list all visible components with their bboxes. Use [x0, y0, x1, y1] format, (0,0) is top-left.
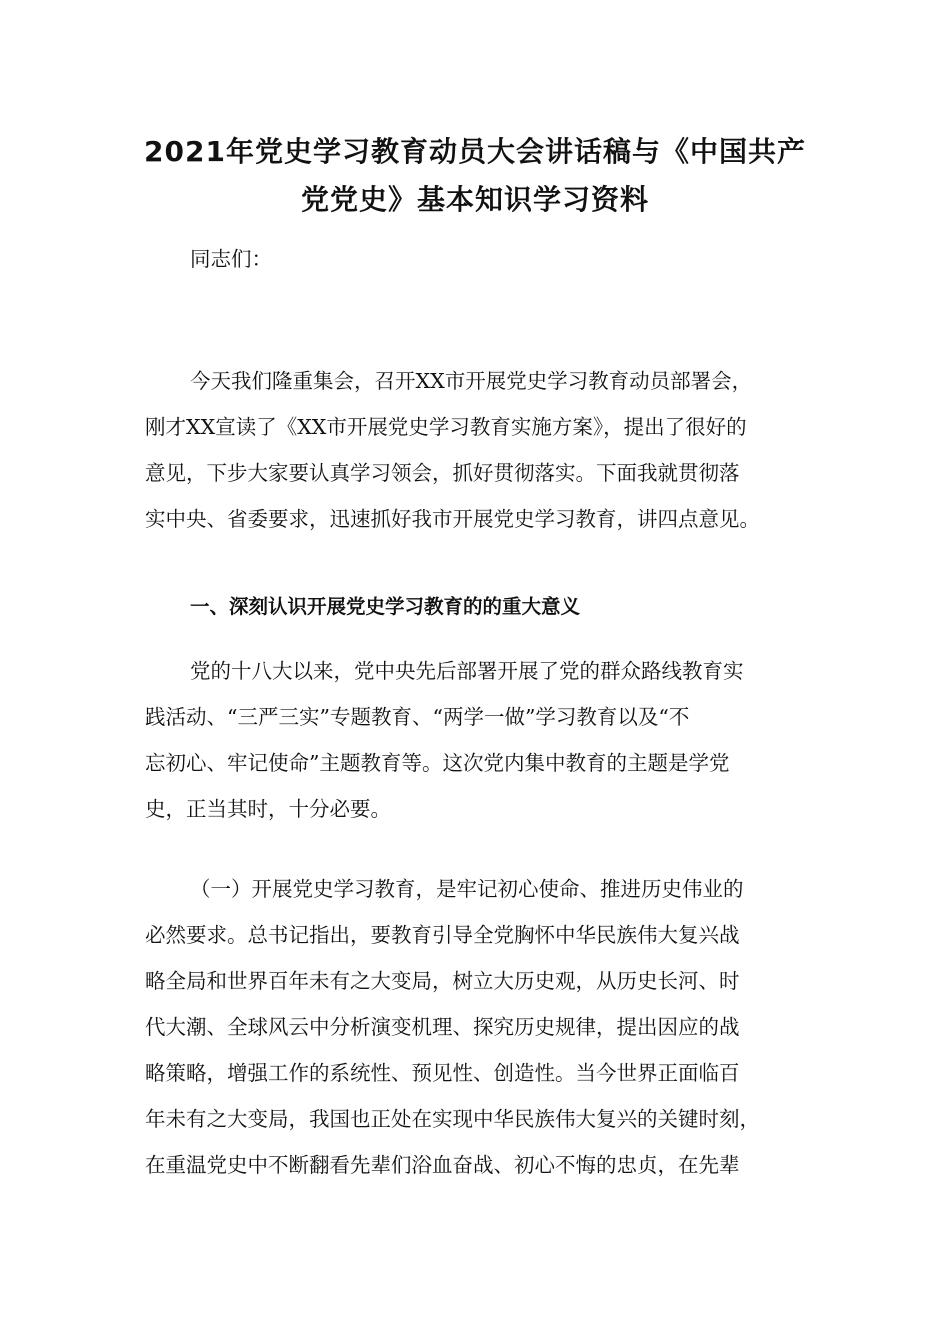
para3-line-7: 在重温党史中不断翻看先辈们浴血奋战、初心不悔的忠贞，在先辈: [145, 1153, 740, 1177]
para2-line-3: 忘初心、牢记使命”主题教育等。这次党内集中教育的主题是学党: [145, 751, 730, 775]
para2-line-4: 史，正当其时，十分必要。: [145, 797, 391, 821]
intro-line-1: 今天我们隆重集会，召开XX市开展党史学习教育动员部署会，: [190, 369, 753, 393]
para3-line-2: 必然要求。总书记指出，要教育引导全党胸怀中华民族伟大复兴战: [145, 923, 740, 947]
para2-line-2: 践活动、“三严三实”专题教育、“两学一做”学习教育以及“不: [145, 705, 690, 729]
title-line-2: 党党史》基本知识学习资料: [300, 183, 649, 216]
para2-line-1: 党的十八大以来，党中央先后部署开展了党的群众路线教育实: [190, 659, 744, 683]
intro-line-3: 意见，下步大家要认真学习领会，抓好贯彻落实。下面我就贯彻落: [145, 461, 740, 485]
intro-paragraph: [145, 358, 805, 542]
paragraph-3: [145, 866, 805, 1188]
para3-line-4: 代大潮、全球风云中分析演变机理、探究历史规律，提出因应的战: [145, 1015, 740, 1039]
intro-line-4: 实中央、省委要求，迅速抓好我市开展党史学习教育，讲四点意见。: [145, 507, 760, 531]
para3-line-6: 年未有之大变局，我国也正处在实现中华民族伟大复兴的关键时刻，: [145, 1107, 760, 1131]
section-heading: 一、深刻认识开展党史学习教育的的重大意义: [190, 595, 581, 618]
para3-line-5: 略策略，增强工作的系统性、预见性、创造性。当今世界正面临百: [145, 1061, 740, 1085]
title-line-1: 2021年党史学习教育动员大会讲话稿与《中国共产: [144, 135, 806, 168]
document-title: [120, 128, 830, 224]
paragraph-2: [145, 648, 805, 832]
intro-line-2: 刚才XX宣读了《XX市开展党史学习教育实施方案》，提出了很好的: [145, 415, 747, 439]
para3-line-3: 略全局和世界百年未有之大变局，树立大历史观，从历史长河、时: [145, 969, 740, 993]
section-heading-block: [145, 584, 805, 630]
salutation-block: [145, 236, 805, 282]
salutation: 同志们：: [190, 247, 272, 271]
para3-line-1: （一）开展党史学习教育，是牢记初心使命、推进历史伟业的: [190, 877, 744, 901]
